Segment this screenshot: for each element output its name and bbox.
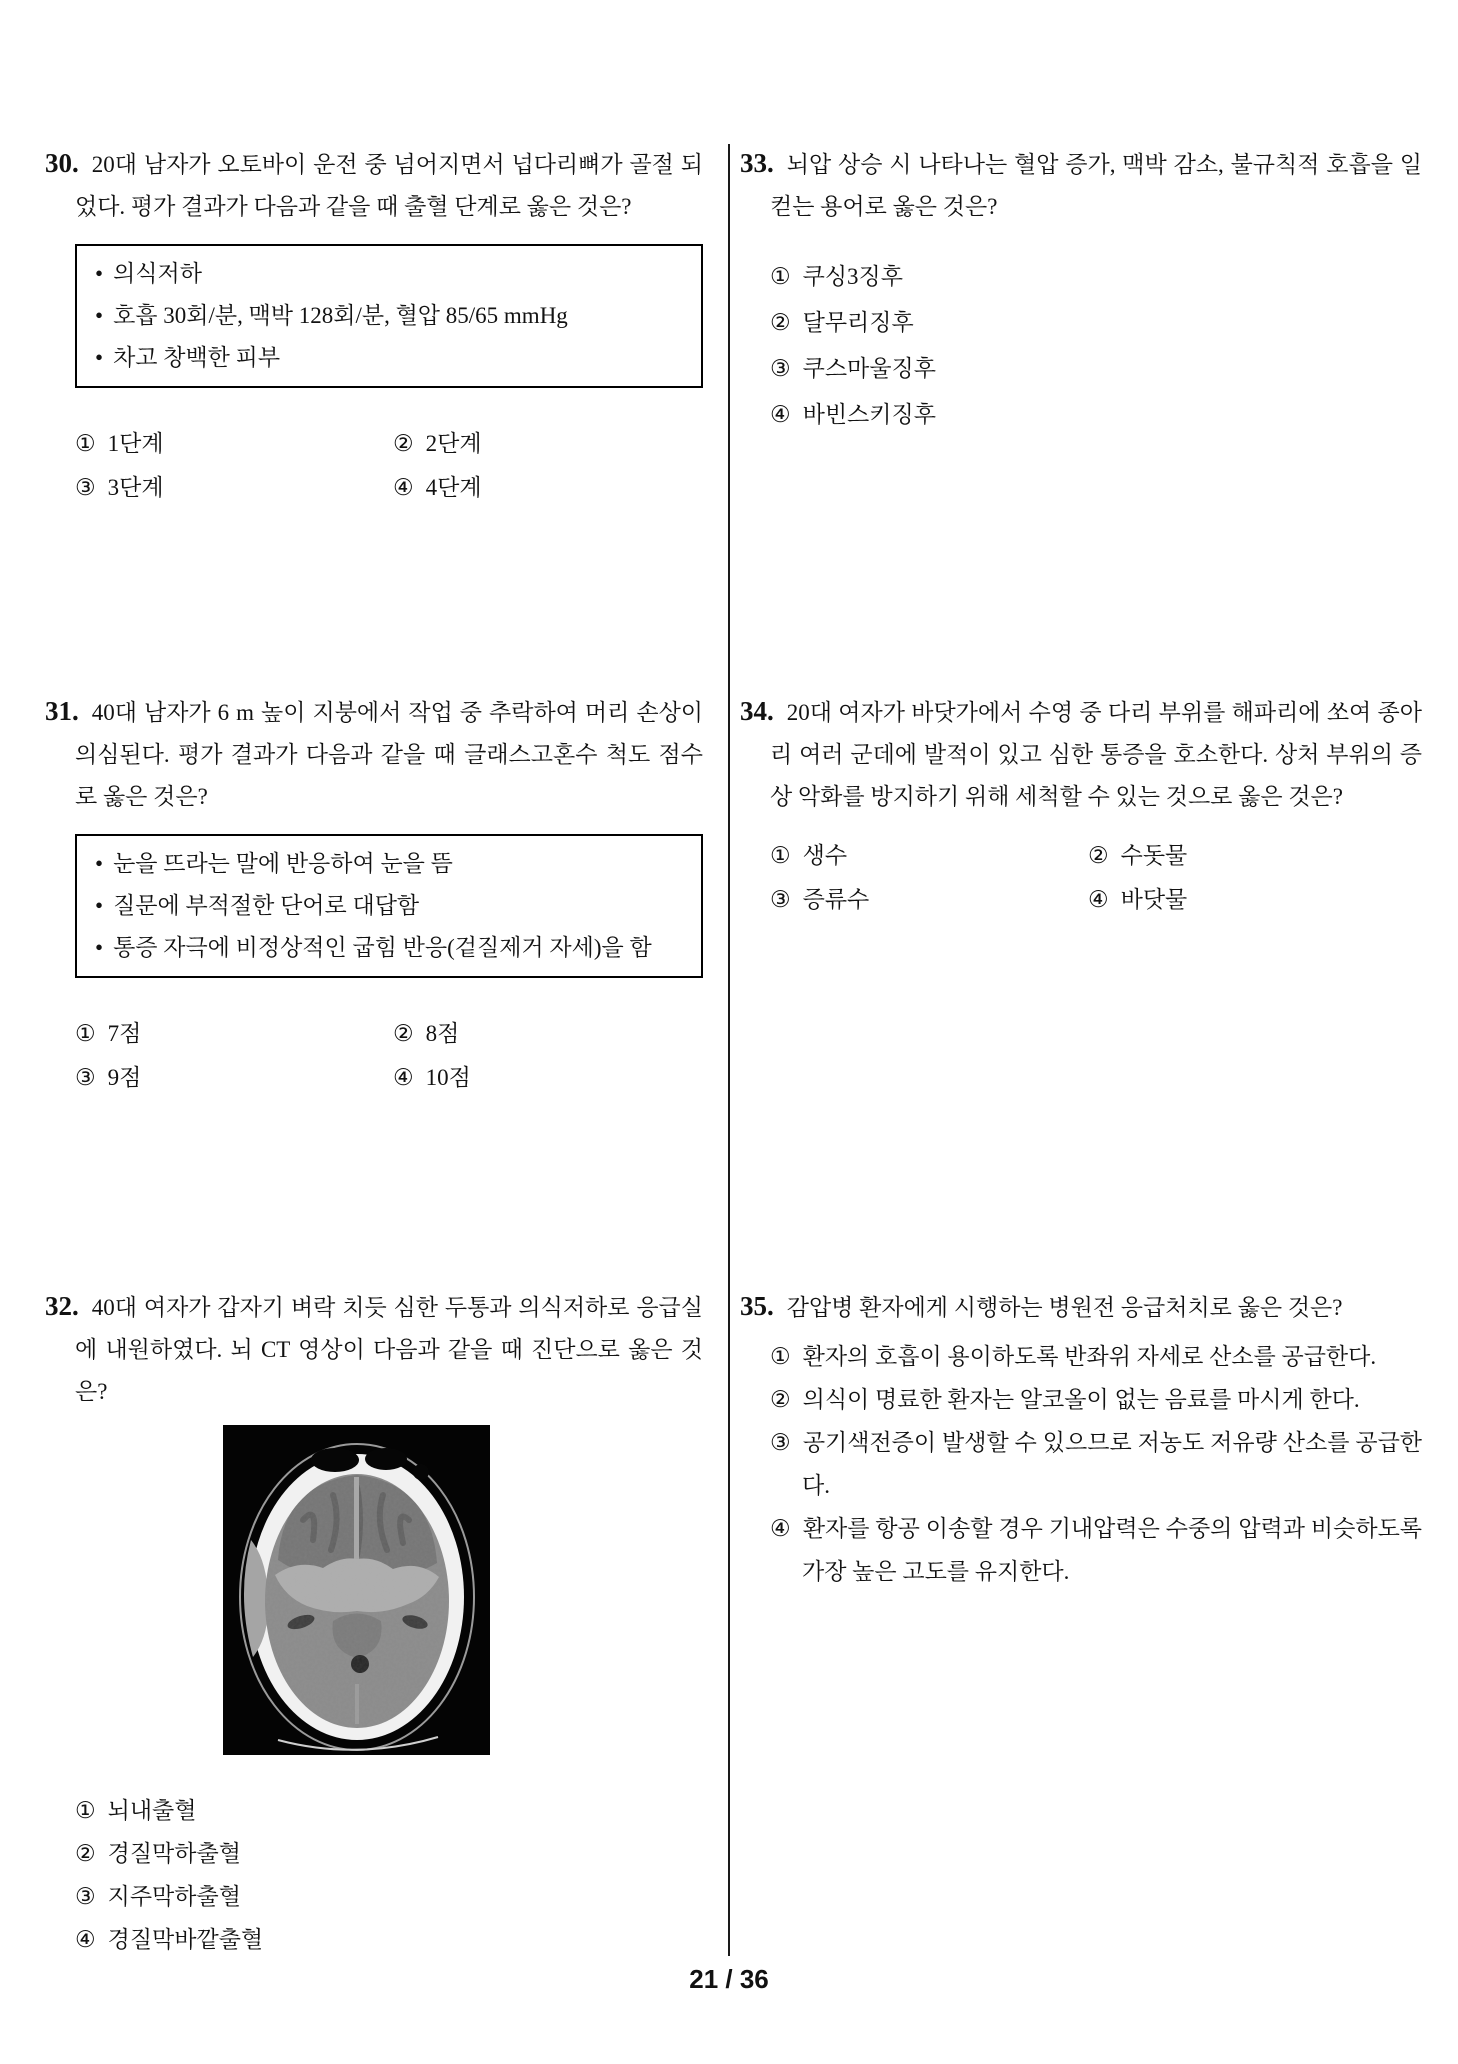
question-34-head xyxy=(740,690,1422,818)
question-30-head xyxy=(45,142,703,228)
box-item: • 눈을 뜨라는 말에 반응하여 눈을 뜸 xyxy=(95,843,683,885)
brain-ct-image xyxy=(223,1425,490,1755)
question-number: 31. xyxy=(45,696,79,726)
option-2 xyxy=(393,1012,703,1056)
option-marker: ① xyxy=(75,1798,96,1823)
option-marker: ③ xyxy=(770,1430,791,1455)
option-4 xyxy=(770,1507,1422,1593)
option-label: 쿠싱3징후 xyxy=(802,264,903,289)
option-label: 의식이 명료한 환자는 알코올이 없는 음료를 마시게 한다. xyxy=(802,1387,1360,1412)
option-4 xyxy=(770,392,1422,438)
box-item: • 의식저하 xyxy=(95,253,683,295)
option-2 xyxy=(770,1378,1422,1421)
option-label: 8점 xyxy=(425,1021,460,1046)
options-q34 xyxy=(770,834,1422,922)
option-marker: ① xyxy=(75,1021,96,1046)
box-item: • 질문에 부적절한 단어로 대답함 xyxy=(95,885,683,927)
question-number: 35. xyxy=(740,1291,774,1321)
option-marker: ④ xyxy=(393,475,414,500)
option-marker: ④ xyxy=(393,1065,414,1090)
option-marker: ④ xyxy=(770,402,791,427)
option-marker: ② xyxy=(75,1841,96,1866)
options-q32 xyxy=(75,1789,703,1961)
question-33 xyxy=(740,142,1422,438)
option-4 xyxy=(393,466,703,510)
option-3 xyxy=(75,466,393,510)
assessment-box xyxy=(75,834,703,978)
brain-ct-figure xyxy=(223,1425,490,1755)
assessment-box xyxy=(75,244,703,388)
option-label: 생수 xyxy=(802,843,848,868)
question-32 xyxy=(45,1285,703,1961)
option-label: 3단계 xyxy=(107,475,164,500)
page-number: 21 / 36 xyxy=(689,1964,769,1994)
option-marker: ④ xyxy=(75,1927,96,1952)
option-marker: ③ xyxy=(770,887,791,912)
question-number: 30. xyxy=(45,148,79,178)
option-label: 7점 xyxy=(107,1021,142,1046)
option-marker: ① xyxy=(770,264,791,289)
options-q30 xyxy=(75,422,703,510)
question-31-head xyxy=(45,690,703,818)
option-marker: ① xyxy=(770,1344,791,1369)
question-34 xyxy=(740,690,1422,922)
option-marker: ③ xyxy=(75,475,96,500)
option-label: 4단계 xyxy=(425,475,482,500)
options-q35 xyxy=(770,1335,1422,1593)
option-label: 환자를 항공 이송할 경우 기내압력은 수중의 압력과 비슷하도록 가장 높은 고도를 유지한다. xyxy=(802,1516,1423,1584)
option-3 xyxy=(770,346,1422,392)
option-label: 공기색전증이 발생할 수 있으므로 저농도 저유량 산소를 공급한다. xyxy=(802,1430,1423,1498)
option-1 xyxy=(770,1335,1422,1378)
option-label: 증류수 xyxy=(802,887,870,912)
option-label: 수돗물 xyxy=(1120,843,1188,868)
option-1 xyxy=(770,834,1088,878)
option-label: 뇌내출혈 xyxy=(107,1798,197,1823)
question-32-head xyxy=(45,1285,703,1413)
question-33-head xyxy=(740,142,1422,228)
option-3 xyxy=(770,1421,1422,1507)
option-4 xyxy=(75,1918,703,1961)
option-marker: ③ xyxy=(75,1884,96,1909)
question-number: 33. xyxy=(740,148,774,178)
option-label: 경질막바깥출혈 xyxy=(107,1927,264,1952)
option-label: 경질막하출혈 xyxy=(107,1841,241,1866)
question-stem: 20대 여자가 바닷가에서 수영 중 다리 부위를 해파리에 쏘여 종아리 여러 군데에 발적이 있고 심한 통증을 호소한다. 상처 부위의 증상 악화를 방지하기 위해 세척할 수 있는 것으로 옳은 것은? xyxy=(770,700,1422,809)
option-4 xyxy=(1088,878,1422,922)
option-1 xyxy=(75,1012,393,1056)
option-2 xyxy=(1088,834,1422,878)
question-stem: 40대 여자가 갑자기 벼락 치듯 심한 두통과 의식저하로 응급실에 내원하였다. 뇌 CT 영상이 다음과 같을 때 진단으로 옳은 것은? xyxy=(75,1295,703,1404)
option-marker: ② xyxy=(393,1021,414,1046)
option-marker: ④ xyxy=(1088,887,1109,912)
question-number: 32. xyxy=(45,1291,79,1321)
option-marker: ③ xyxy=(770,356,791,381)
question-stem: 뇌압 상승 시 나타나는 혈압 증가, 맥박 감소, 불규칙적 호흡을 일컫는 용어로 옳은 것은? xyxy=(770,152,1422,219)
option-marker: ① xyxy=(75,431,96,456)
option-marker: ② xyxy=(770,310,791,335)
option-3 xyxy=(770,878,1088,922)
column-divider-line xyxy=(728,144,730,1956)
question-35-head xyxy=(740,1285,1422,1329)
option-label: 9점 xyxy=(107,1065,142,1090)
question-stem: 40대 남자가 6 m 높이 지붕에서 작업 중 추락하여 머리 손상이 의심된다. 평가 결과가 다음과 같을 때 글래스고혼수 척도 점수로 옳은 것은? xyxy=(75,700,703,809)
question-35 xyxy=(740,1285,1422,1593)
option-marker: ③ xyxy=(75,1065,96,1090)
option-2 xyxy=(393,422,703,466)
question-number: 34. xyxy=(740,696,774,726)
option-label: 환자의 호흡이 용이하도록 반좌위 자세로 산소를 공급한다. xyxy=(802,1344,1377,1369)
option-label: 2단계 xyxy=(425,431,482,456)
box-item: • 통증 자극에 비정상적인 굽힘 반응(겉질제거 자세)을 함 xyxy=(95,927,683,969)
option-1 xyxy=(75,422,393,466)
option-3 xyxy=(75,1056,393,1100)
option-2 xyxy=(75,1832,703,1875)
option-1 xyxy=(75,1789,703,1832)
option-marker: ② xyxy=(1088,843,1109,868)
option-label: 바빈스키징후 xyxy=(802,402,936,427)
options-q33 xyxy=(770,254,1422,438)
option-marker: ② xyxy=(770,1387,791,1412)
question-stem: 20대 남자가 오토바이 운전 중 넘어지면서 넙다리뼈가 골절 되었다. 평가 결과가 다음과 같을 때 출혈 단계로 옳은 것은? xyxy=(75,152,703,219)
options-q31 xyxy=(75,1012,703,1100)
option-label: 1단계 xyxy=(107,431,164,456)
question-30 xyxy=(45,142,703,510)
option-1 xyxy=(770,254,1422,300)
question-31 xyxy=(45,690,703,1100)
box-item: • 차고 창백한 피부 xyxy=(95,337,683,379)
option-2 xyxy=(770,300,1422,346)
option-label: 10점 xyxy=(425,1065,471,1090)
option-label: 쿠스마울징후 xyxy=(802,356,936,381)
option-3 xyxy=(75,1875,703,1918)
option-marker: ④ xyxy=(770,1516,791,1541)
box-item: • 호흡 30회/분, 맥박 128회/분, 혈압 85/65 mmHg xyxy=(95,295,683,337)
option-label: 바닷물 xyxy=(1120,887,1188,912)
option-marker: ① xyxy=(770,843,791,868)
option-label: 지주막하출혈 xyxy=(107,1884,241,1909)
question-stem: 감압병 환자에게 시행하는 병원전 응급처치로 옳은 것은? xyxy=(786,1295,1343,1320)
option-label: 달무리징후 xyxy=(802,310,914,335)
option-marker: ② xyxy=(393,431,414,456)
option-4 xyxy=(393,1056,703,1100)
